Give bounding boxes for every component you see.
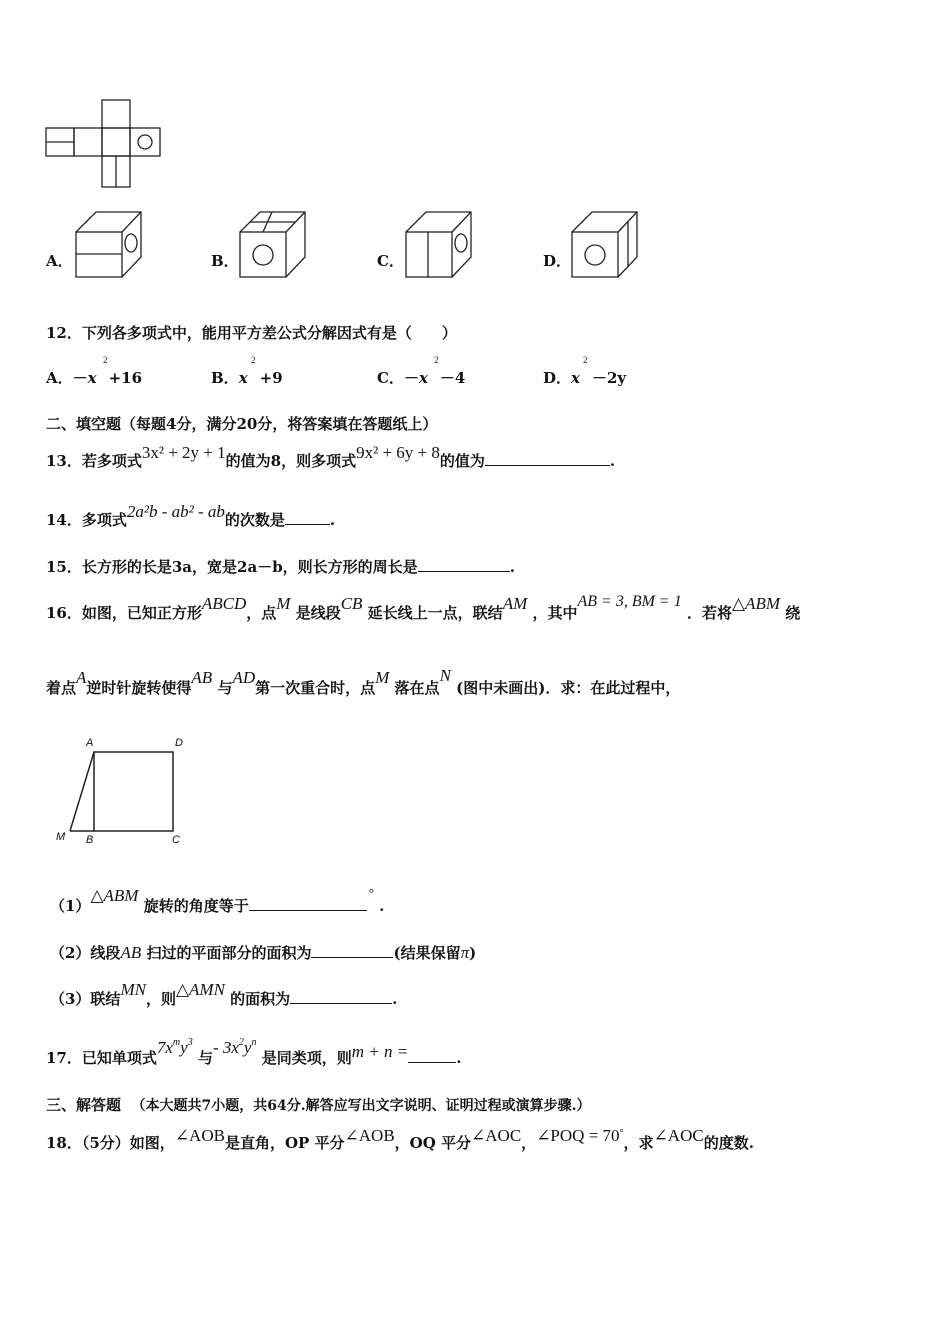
q12-option-b: B．x 2 +9 [211,355,283,387]
q16-line2: 着点A逆时针旋转使得AB 与AD第一次重合时，点M 落在点N (图中未画出)．求：在此过程中， [46,666,681,697]
q16-sub1: （1）△ABM 旋转的角度等于° . [50,885,385,915]
fig-label-d: D [175,737,183,749]
option-a-label: A． [46,252,73,270]
option-c-label: C． [377,252,404,270]
fig-label-a: A [86,737,94,749]
option-d-label: D． [543,252,572,270]
q12-option-a: A．－x 2 +16 [46,355,143,387]
q15: 15．长方形的长是3a，宽是2a－b，则长方形的周长是 . [46,558,515,576]
fig-label-c: C [172,834,180,846]
section-3-heading: 三、解答题 （本大题共7小题，共64分.解答应写出文字说明、证明过程或演算步骤.） [46,1096,591,1114]
fig-label-m: M [56,831,66,843]
q12-option-d: D．x 2 －2y [543,355,627,387]
q18: 18．（5分）如图，∠AOB是直角，OP 平分∠AOB，OQ 平分∠AOC，∠POQ = 70°，求∠AOC的度数. [46,1126,754,1152]
q13: 13．若多项式3x² + 2y + 1的值为8，则多项式9x² + 6y + 8的值为 . [46,443,616,470]
fig-label-b: B [86,834,94,846]
q16-sub3: （3）联结MN，则△AMN 的面积为 . [50,980,398,1008]
section-2-heading: 二、填空题（每题4分，满分20分，将答案填在答题纸上） [46,415,438,433]
q16-line1: 16．如图，已知正方形ABCD，点M 是线段CB 延长线上一点，联结AM ，其中AB = 3, BM = 1 ．若将△ABM 绕 [46,593,801,622]
q14: 14．多项式2a²b - ab² - ab的次数是 . [46,502,336,529]
option-b-label: B． [211,252,239,270]
q12-option-c: C．－x 2 －4 [377,355,466,387]
q12-stem: 12．下列各多项式中，能用平方差公式分解因式有是（ ） [46,324,457,342]
q16-sub2: （2）线段AB 扫过的平面部分的面积为 (结果保留π) [50,943,477,962]
q17: 17．已知单项式$7x^my^3$ 与- $3x^2y^n$ 是同类项，则m + n = . [46,1037,462,1067]
